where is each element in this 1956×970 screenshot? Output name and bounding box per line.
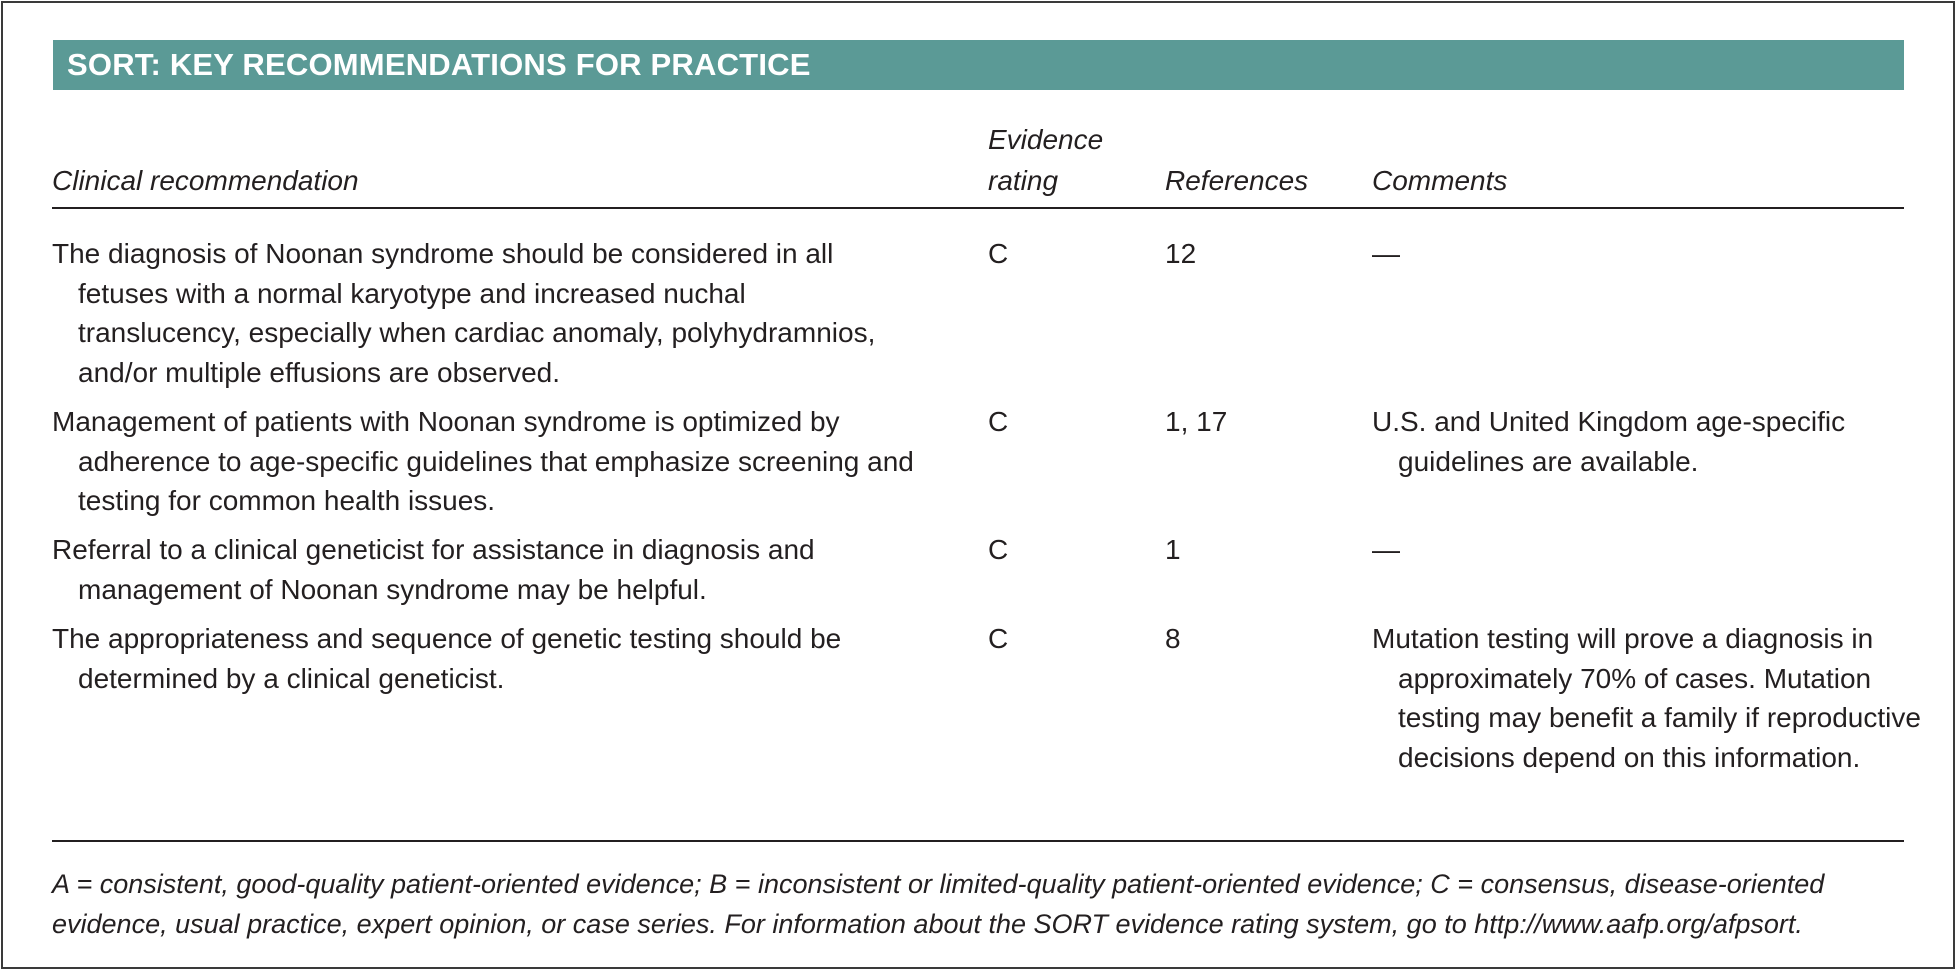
recommendation-cell: The appropriateness and sequence of genetic testing should be determined by a clinical geneticist. (52, 623, 842, 694)
comments-cell: U.S. and United Kingdom age-specific guidelines are available. (1372, 406, 1846, 477)
recommendation-cell: The diagnosis of Noonan syndrome should be considered in all fetuses with a normal karyotype and increased nuchal translucency, especially when cardiac anomaly, polyhydramnios, and/or multiple effusions are observed. (52, 238, 876, 388)
recommendation-cell: Referral to a clinical geneticist for assistance in diagnosis and management of Noonan syndrome may be helpful. (52, 534, 815, 605)
references-cell: 8 (1165, 623, 1181, 654)
references-cell: 12 (1165, 238, 1197, 269)
footer-rule (52, 840, 1904, 842)
references-cell: 1, 17 (1165, 406, 1228, 437)
header-comments: Comments (1372, 165, 1508, 196)
footnote-line-2: evidence, usual practice, expert opinion, or case series. For information about the SORT evidence rating system, go to http://www.aafp.org/afpsort. (52, 909, 1803, 939)
footnote-line-1: A = consistent, good-quality patient-oriented evidence; B = inconsistent or limited-quality patient-oriented evidence; C = consensus, disease-oriented (52, 869, 1825, 899)
header-recommendation: Clinical recommendation (52, 165, 359, 196)
comments-cell: — (1372, 534, 1400, 565)
references-cell: 1 (1165, 534, 1181, 565)
comments-cell: Mutation testing will prove a diagnosis in approximately 70% of cases. Mutation testing may benefit a family if reproductive decisions depend on this information. (1372, 623, 1921, 773)
evidence-cell: C (988, 238, 1009, 269)
header-evidence-line2: rating (988, 165, 1059, 196)
comments-cell: — (1372, 238, 1400, 269)
recommendation-cell: Management of patients with Noonan syndrome is optimized by adherence to age-specific guidelines that emphasize screening and testing for common health issues. (52, 406, 914, 516)
header-references: References (1165, 165, 1309, 196)
evidence-cell: C (988, 534, 1009, 565)
header-rule (52, 207, 1904, 209)
footnote (52, 864, 1912, 944)
evidence-cell: C (988, 406, 1009, 437)
title-bar (53, 40, 1904, 90)
evidence-cell: C (988, 623, 1009, 654)
header-evidence-line1: Evidence (988, 124, 1104, 155)
table-title: SORT: KEY RECOMMENDATIONS FOR PRACTICE (67, 47, 811, 82)
